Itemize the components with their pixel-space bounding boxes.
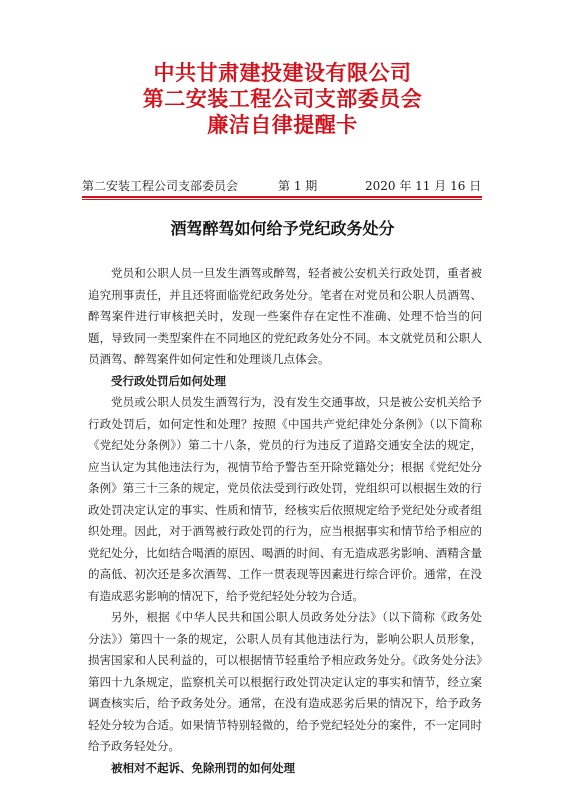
document-header — [0, 60, 565, 138]
issue-meta-line — [82, 177, 482, 195]
paragraph-party-discipline: 党员或公职人员发生酒驾行为，没有发生交通事故，只是被公安机关给予行政处罚后，如何定性和处理？按照《中国共产党纪律处分条例》（以下简称《党纪处分条例》）第二十八条，党员的行为违反了道路交通安全法的规定，应当认定为其他违法行为，视情节给予警告至开除党籍处分；根据《党纪处分条例》第三十三条的规定，党员依法受到行政处罚，党组织可以根据生效的行政处罚决定认定的事实、性质和情节，经核实后依照规定给予党纪处分或者组织处理。因此，对于酒驾被行政处罚的行为，应当根据事实和情节给予相应的党纪处分，比如结合喝酒的原因、喝酒的时间、有无造成恶劣影响、酒精含量的高低、初次还是多次酒驾、工作一贯表现等因素进行综合评价。通常，在没有造成恶劣影响的情况下，给予党纪轻处分较为合适。 — [88, 395, 482, 603]
header-divider-thick — [82, 196, 482, 198]
meta-issue-number: 第 1 期 — [278, 179, 318, 193]
header-divider-thin — [82, 199, 482, 200]
subheading-non-prosecution: 被相对不起诉、免除刑罚的如何处理 — [111, 760, 295, 775]
article-body — [88, 263, 482, 779]
article-title: 酒驾醉驾如何给予党纪政务处分 — [170, 219, 395, 238]
header-line-committee: 第二安装工程公司支部委员会 — [142, 86, 423, 111]
header-line-card-title: 廉洁自律提醒卡 — [207, 112, 358, 137]
meta-date: 2020 年 11 月 16 日 — [365, 179, 482, 193]
header-line-company: 中共甘肃建投建设有限公司 — [153, 60, 412, 85]
meta-organization: 第二安装工程公司支部委员会 — [82, 179, 239, 193]
paragraph-intro: 党员和公职人员一旦发生酒驾或醉驾，轻者被公安机关行政处罚，重者被追究刑事责任，并且还将面临党纪政务处分。笔者在对党员和公职人员酒驾、醉驾案件进行审核把关时，发现一些案件存在定性不准确、处理不恰当的问题，导致同一类型案件在不同地区的党纪政务处分不同。本文就党员和公职人员酒驾、醉驾案件如何定性和处理谈几点体会。 — [88, 266, 482, 366]
subheading-administrative-penalty: 受行政处罚后如何处理 — [111, 373, 226, 388]
paragraph-government-sanction: 另外，根据《中华人民共和国公职人员政务处分法》（以下简称《政务处分法》）第四十一条的规定，公职人员有其他违法行为，影响公职人员形象，损害国家和人民利益的，可以根据情节轻重给予相应政务处分。《政务处分法》第四十九条规定，监察机关可以根据行政处罚决定认定的事实和情节，经立案调查核实后，给予政务处分。通常，在没有造成恶劣后果的情况下，给予政务轻处分较为合适。如果情节特别轻微的，给予党纪轻处分的案件，不一定同时给予政务轻处分。 — [88, 610, 482, 753]
